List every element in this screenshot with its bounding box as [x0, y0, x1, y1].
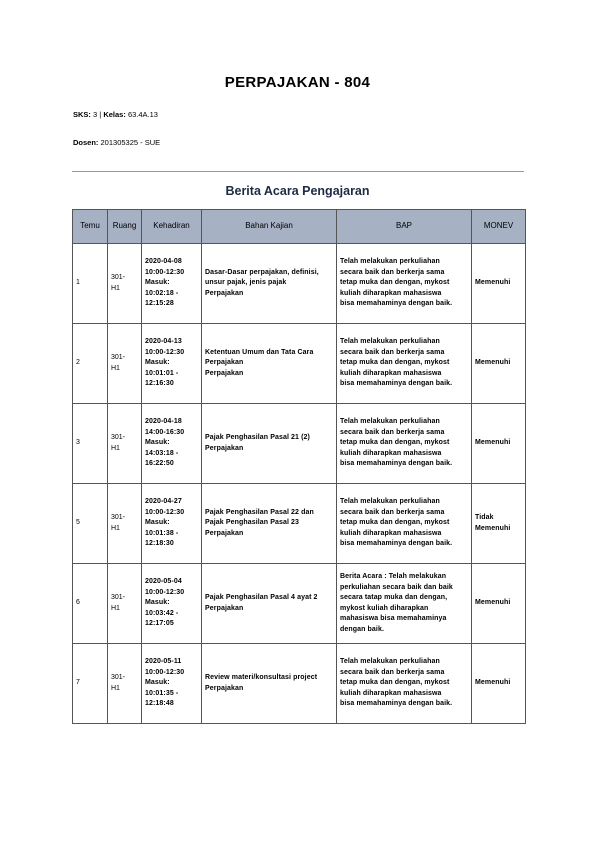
column-header-ruang: Ruang — [108, 210, 142, 244]
cell-monev-line: Memenuhi — [475, 599, 511, 607]
cell-bap — [337, 484, 472, 564]
table-row — [73, 564, 526, 644]
cell-kehadiran — [142, 484, 202, 564]
cell-bap-line: kuliah diharapkan mahasiswa — [340, 689, 442, 697]
cell-ruang-line: H1 — [111, 604, 120, 612]
cell-bahan-kajian — [202, 244, 337, 324]
cell-ruang-line: H1 — [111, 284, 120, 292]
cell-kehadiran-line: Masuk: — [145, 519, 170, 527]
cell-ruang-line: 301- — [111, 274, 126, 281]
cell-bap-line: secara baik dan berkerja sama — [340, 348, 445, 356]
column-header-temu: Temu — [73, 210, 108, 244]
cell-kehadiran-line: 2020-04-13 — [145, 338, 182, 346]
cell-ruang-line: 301- — [111, 674, 126, 681]
cell-kehadiran-line: 10:01:01 - — [145, 369, 179, 377]
cell-temu: 1 — [73, 244, 108, 324]
cell-kehadiran-line: 10:00-12:30 — [145, 588, 185, 596]
dosen-value: 201305325 - SUE — [100, 138, 161, 147]
cell-bap-line: kuliah diharapkan mahasiswa — [340, 449, 442, 457]
cell-kehadiran-line: 14:00-16:30 — [145, 428, 185, 436]
cell-bahan-kajian-line: Perpajakan — [205, 359, 244, 367]
cell-bahan-kajian — [202, 324, 337, 404]
table-row — [73, 644, 526, 724]
cell-bap-line: secara baik dan berkerja sama — [340, 268, 445, 276]
cell-bahan-kajian-line: Pajak Penghasilan Pasal 22 dan — [205, 508, 314, 516]
column-header-kehadiran: Kehadiran — [142, 210, 202, 244]
cell-bap-line: Berita Acara : Telah melakukan — [340, 573, 447, 580]
cell-bap-line: Telah melakukan perkuliahan — [340, 258, 440, 266]
cell-monev-line: Memenuhi — [475, 279, 511, 287]
cell-bap-line: bisa memahaminya dengan baik. — [340, 700, 453, 708]
cell-bahan-kajian-line: unsur pajak, jenis pajak — [205, 279, 287, 287]
cell-bap — [337, 404, 472, 484]
cell-ruang-line: 301- — [111, 594, 126, 601]
cell-bahan-kajian-line: Perpajakan — [205, 289, 244, 297]
cell-bahan-kajian-line: Perpajakan — [205, 684, 244, 692]
cell-bap-line: Telah melakukan perkuliahan — [340, 658, 440, 666]
cell-monev-line: Memenuhi — [475, 439, 511, 447]
cell-kehadiran-line: 12:15:28 — [145, 300, 174, 308]
cell-kehadiran-line: 10:01:35 - — [145, 689, 179, 697]
cell-bap-line: Telah melakukan perkuliahan — [340, 418, 440, 426]
table-row — [73, 324, 526, 404]
cell-bap-line: secara tatap muka dan dengan, — [340, 594, 448, 601]
cell-bap-line: perkuliahan secara baik dan baik — [340, 583, 453, 591]
cell-kehadiran — [142, 404, 202, 484]
cell-ruang-line: H1 — [111, 444, 120, 452]
cell-monev-line: Memenuhi — [475, 359, 511, 367]
cell-kehadiran-line: 2020-04-18 — [145, 418, 182, 426]
cell-ruang — [108, 404, 142, 484]
cell-bap-line: tetap muka dan dengan, mykost — [340, 279, 450, 287]
section-title: Berita Acara Pengajaran — [225, 184, 370, 198]
cell-kehadiran-line: Masuk: — [145, 439, 170, 447]
cell-kehadiran-line: Masuk: — [145, 679, 170, 687]
cell-monev — [472, 244, 526, 324]
cell-bap-line: kuliah diharapkan mahasiswa — [340, 289, 442, 297]
cell-kehadiran-line: 2020-05-04 — [145, 578, 182, 586]
cell-kehadiran-line: Masuk: — [145, 359, 170, 367]
column-header-bahan-kajian: Bahan Kajian — [202, 210, 337, 244]
cell-kehadiran-line: 12:16:30 — [145, 380, 174, 388]
cell-temu: 2 — [73, 324, 108, 404]
page-title: PERPAJAKAN - 804 — [224, 74, 371, 91]
cell-ruang-line: H1 — [111, 524, 120, 532]
cell-kehadiran-line: 2020-04-08 — [145, 258, 182, 266]
cell-bap — [337, 644, 472, 724]
course-meta — [73, 110, 158, 119]
cell-monev-line: Memenuhi — [475, 524, 511, 532]
sks-value: 3 — [93, 110, 98, 119]
cell-bap-line: tetap muka dan dengan, mykost — [340, 519, 450, 527]
cell-bap-line: mahasiswa bisa memahaminya — [340, 615, 447, 622]
cell-kehadiran-line: 10:01:38 - — [145, 529, 179, 537]
cell-bap-line: secara baik dan berkerja sama — [340, 668, 445, 676]
column-header-bap: BAP — [337, 210, 472, 244]
cell-kehadiran-line: 2020-04-27 — [145, 498, 182, 506]
table-row — [73, 244, 526, 324]
cell-ruang — [108, 644, 142, 724]
column-header-monev: MONEV — [472, 210, 526, 244]
cell-bahan-kajian-line: Perpajakan — [205, 529, 244, 537]
cell-kehadiran — [142, 564, 202, 644]
cell-monev-line: Memenuhi — [475, 679, 511, 687]
cell-ruang-line: 301- — [111, 514, 126, 521]
cell-bap-line: tetap muka dan dengan, mykost — [340, 359, 450, 367]
cell-monev — [472, 324, 526, 404]
cell-bap-line: tetap muka dan dengan, mykost — [340, 439, 450, 447]
kelas-value: 63.4A.13 — [127, 110, 158, 119]
cell-bap-line: bisa memahaminya dengan baik. — [340, 540, 453, 548]
cell-kehadiran-line: 10:02:18 - — [145, 289, 179, 297]
cell-bap-line: Telah melakukan perkuliahan — [340, 338, 440, 346]
cell-monev — [472, 404, 526, 484]
cell-bap-line: tetap muka dan dengan, mykost — [340, 679, 450, 687]
cell-bahan-kajian-line: Pajak Penghasilan Pasal 23 — [205, 519, 300, 527]
cell-bap-line: bisa memahaminya dengan baik. — [340, 460, 453, 468]
cell-kehadiran-line: 12:18:30 — [145, 540, 174, 548]
cell-ruang-line: 301- — [111, 434, 126, 441]
cell-ruang — [108, 484, 142, 564]
cell-bahan-kajian-line: Review materi/konsultasi project — [205, 674, 318, 681]
cell-temu: 7 — [73, 644, 108, 724]
cell-bap — [337, 324, 472, 404]
cell-bahan-kajian-line: Perpajakan — [205, 369, 244, 377]
cell-bap-line: kuliah diharapkan mahasiswa — [340, 369, 442, 377]
cell-kehadiran-line: 14:03:18 - — [145, 449, 179, 457]
cell-ruang — [108, 564, 142, 644]
cell-bap-line: bisa memahaminya dengan baik. — [340, 380, 453, 388]
cell-bap — [337, 244, 472, 324]
cell-bap-line: secara baik dan berkerja sama — [340, 508, 445, 516]
cell-bap-line: secara baik dan berkerja sama — [340, 428, 445, 436]
table-row — [73, 484, 526, 564]
cell-bahan-kajian-line: Pajak Penghasilan Pasal 21 (2) — [205, 434, 310, 441]
cell-ruang-line: H1 — [111, 364, 120, 372]
meta-separator: | — [99, 110, 102, 119]
cell-kehadiran-line: 10:00-12:30 — [145, 508, 185, 516]
dosen-label: Dosen: — [73, 138, 99, 147]
cell-kehadiran-line: Masuk: — [145, 599, 170, 607]
cell-kehadiran-line: 10:00-12:30 — [145, 348, 185, 356]
cell-kehadiran-line: 16:22:50 — [145, 460, 174, 468]
cell-bahan-kajian-line: Dasar-Dasar perpajakan, definisi, — [205, 268, 319, 276]
sks-label: SKS: — [73, 110, 91, 119]
cell-monev-line: Tidak — [475, 514, 494, 521]
cell-temu: 3 — [73, 404, 108, 484]
cell-ruang — [108, 244, 142, 324]
cell-kehadiran-line: 10:00-12:30 — [145, 268, 185, 276]
table-row — [73, 404, 526, 484]
cell-bap-line: bisa memahaminya dengan baik. — [340, 300, 453, 308]
kelas-label: Kelas: — [103, 110, 126, 119]
cell-monev — [472, 644, 526, 724]
cell-kehadiran-line: 2020-05-11 — [145, 658, 182, 666]
cell-temu: 6 — [73, 564, 108, 644]
cell-bap — [337, 564, 472, 644]
lecturer-meta — [73, 138, 160, 147]
cell-kehadiran-line: 12:18:48 — [145, 700, 174, 708]
divider — [72, 171, 524, 172]
cell-kehadiran — [142, 244, 202, 324]
cell-bahan-kajian-line: Ketentuan Umum dan Tata Cara — [205, 348, 314, 356]
teaching-report-table — [72, 209, 526, 724]
cell-kehadiran-line: 10:03:42 - — [145, 609, 179, 617]
cell-bahan-kajian — [202, 404, 337, 484]
cell-bap-line: Telah melakukan perkuliahan — [340, 498, 440, 506]
cell-kehadiran — [142, 644, 202, 724]
cell-ruang-line: H1 — [111, 684, 120, 692]
table-header-row — [73, 210, 526, 244]
cell-ruang — [108, 324, 142, 404]
cell-monev — [472, 484, 526, 564]
cell-bap-line: mykost kuliah diharapkan — [340, 604, 429, 612]
cell-bahan-kajian — [202, 644, 337, 724]
cell-bahan-kajian — [202, 484, 337, 564]
table-body — [73, 244, 526, 724]
cell-kehadiran-line: Masuk: — [145, 279, 170, 287]
cell-kehadiran-line: 12:17:05 — [145, 620, 174, 628]
cell-temu: 5 — [73, 484, 108, 564]
cell-bahan-kajian — [202, 564, 337, 644]
cell-bap-line: dengan baik. — [340, 625, 384, 633]
cell-bahan-kajian-line: Pajak Penghasilan Pasal 4 ayat 2 — [205, 594, 318, 601]
cell-bahan-kajian-line: Perpajakan — [205, 444, 244, 452]
cell-kehadiran — [142, 324, 202, 404]
cell-monev — [472, 564, 526, 644]
cell-bahan-kajian-line: Perpajakan — [205, 604, 244, 612]
cell-ruang-line: 301- — [111, 354, 126, 361]
cell-kehadiran-line: 10:00-12:30 — [145, 668, 185, 676]
cell-bap-line: kuliah diharapkan mahasiswa — [340, 529, 442, 537]
